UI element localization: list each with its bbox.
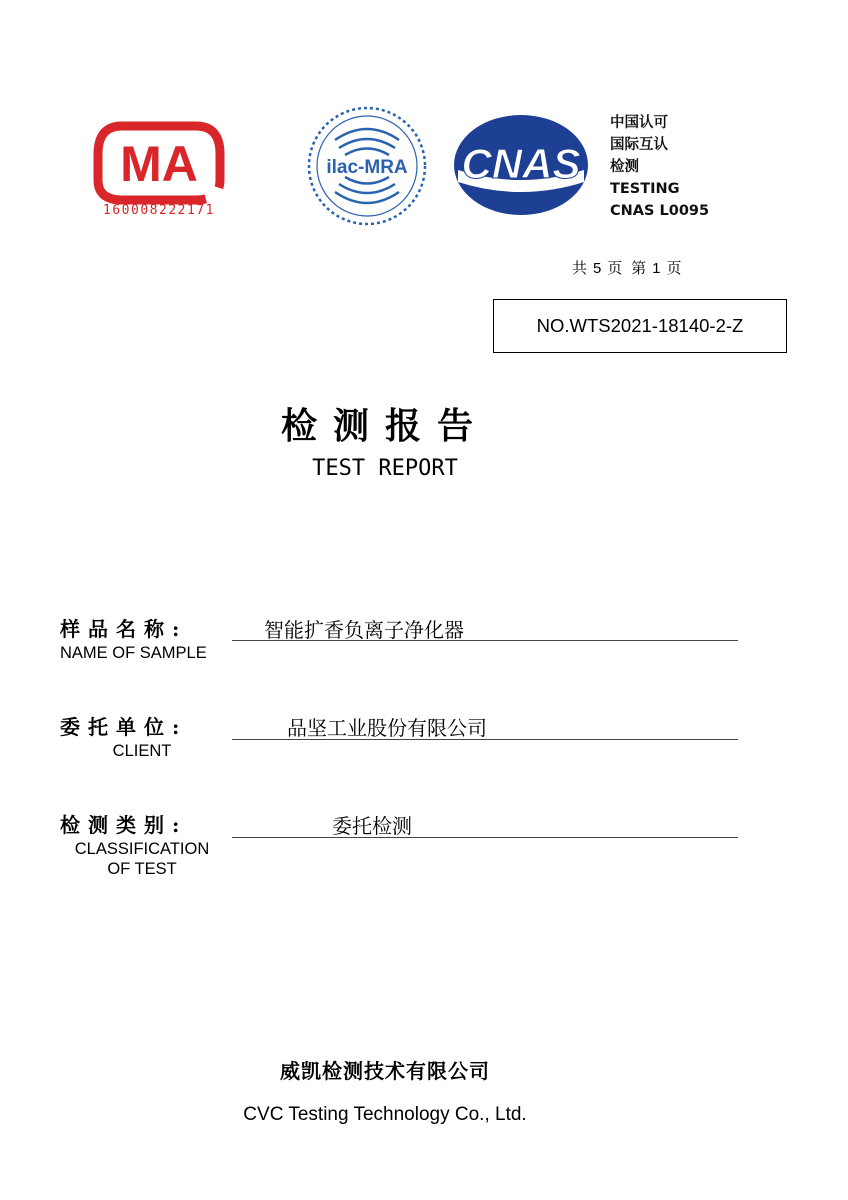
classification-underline xyxy=(232,837,738,838)
client-label-cn: 委托单位: xyxy=(60,715,188,739)
cnas-line: 检测 xyxy=(610,159,639,175)
classification-label-cn: 检测类别: xyxy=(60,813,188,837)
classification-label-en-line1: CLASSIFICATION xyxy=(74,840,210,858)
company-name-en: CVC Testing Technology Co., Ltd. xyxy=(243,1104,527,1125)
client-underline xyxy=(232,739,738,740)
page-total-suffix: 页 xyxy=(607,259,625,277)
ilac-mra-logo xyxy=(305,104,429,228)
classification-value: 委托检测 xyxy=(332,814,412,838)
client-label-en: CLIENT xyxy=(112,742,172,760)
page-current: 1 xyxy=(652,260,663,277)
report-title-cn: 检测报告 xyxy=(280,405,489,447)
report-number: NO.WTS2021-18140-2-Z xyxy=(536,315,744,336)
client-value: 品坚工业股份有限公司 xyxy=(287,716,487,740)
classification-label-en-line2: OF TEST xyxy=(107,860,177,878)
page-current-prefix: 第 xyxy=(631,259,649,277)
page-current-suffix: 页 xyxy=(666,259,684,277)
sample-name-value: 智能扩香负离子净化器 xyxy=(264,618,464,642)
sample-name-label-en: NAME OF SAMPLE xyxy=(60,644,207,662)
report-title-en: TEST REPORT xyxy=(312,456,458,481)
cnas-line: 国际互认 xyxy=(610,137,668,153)
cnas-line: TESTING xyxy=(610,181,680,197)
page-counter xyxy=(572,257,684,278)
cnas-logo xyxy=(450,112,592,218)
cnas-line: 中国认可 xyxy=(610,115,668,131)
cma-certificate-number: 160008222171 xyxy=(103,203,215,218)
page-total: 5 xyxy=(593,260,604,277)
sample-name-underline xyxy=(232,640,738,641)
cnas-line: CNAS L0095 xyxy=(610,203,710,219)
cma-logo-text: MA xyxy=(120,136,198,192)
ilac-logo-text: ilac-MRA xyxy=(326,157,408,178)
page-total-prefix: 共 xyxy=(572,259,590,277)
company-name-cn: 威凯检测技术有限公司 xyxy=(280,1059,490,1083)
sample-name-label-cn: 样品名称: xyxy=(60,617,188,641)
cnas-logo-text: CNAS xyxy=(461,140,581,187)
report-number-box xyxy=(493,299,787,353)
cnas-accreditation-text xyxy=(610,112,709,222)
classification-label-en xyxy=(60,839,224,879)
